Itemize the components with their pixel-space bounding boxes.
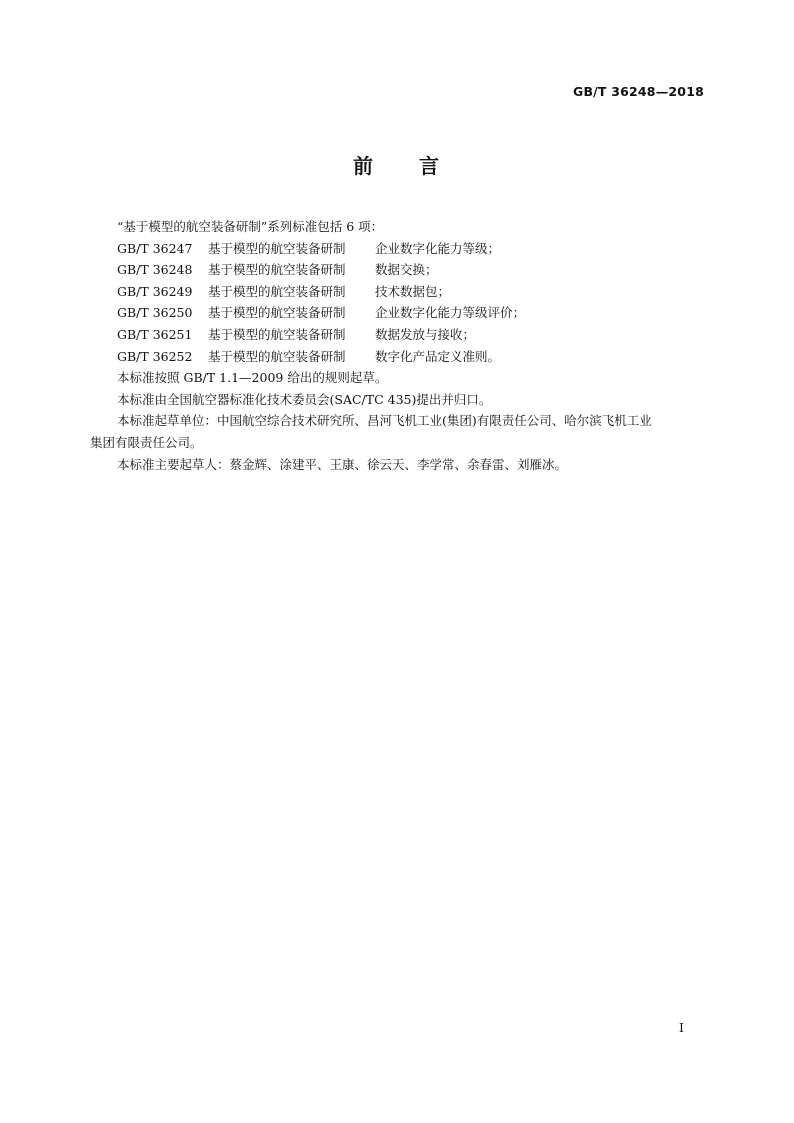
drafting-rule: 本标准按照 GB/T 1.1—2009 给出的规则起草。 — [117, 370, 388, 386]
standard-item — [90, 324, 704, 346]
drafting-units-line-1: 本标准起草单位：中国航空综合技术研究所、昌河飞机工业(集团)有限责任公司、哈尔滨飞机工业 — [117, 413, 652, 429]
standard-series: 基于模型的航空装备研制 — [208, 240, 346, 256]
page-title — [0, 150, 794, 179]
standard-series: 基于模型的航空装备研制 — [208, 305, 346, 321]
page-number: I — [679, 1020, 684, 1035]
title-char-2: 言 — [419, 154, 441, 178]
title-char-1: 前 — [353, 154, 375, 178]
standard-code-item: GB/T 36247 — [117, 240, 193, 256]
standard-subject: 企业数字化能力等级评价； — [375, 305, 526, 321]
standard-code-item: GB/T 36250 — [117, 305, 193, 321]
standard-subject: 数据发放与接收； — [375, 326, 476, 342]
standard-subject: 数据交换； — [375, 262, 438, 278]
standard-subject: 技术数据包； — [375, 283, 451, 299]
standard-item — [90, 259, 704, 281]
standard-code-item: GB/T 36248 — [117, 262, 193, 278]
standard-subject: 数字化产品定义准则。 — [375, 348, 501, 364]
standard-code-item: GB/T 36249 — [117, 283, 193, 299]
standard-item — [90, 238, 704, 260]
proposer: 本标准由全国航空器标准化技术委员会(SAC/TC 435)提出并归口。 — [117, 391, 492, 407]
standard-item — [90, 281, 704, 303]
standard-code: GB/T 36248—2018 — [572, 84, 704, 99]
standard-code-item: GB/T 36251 — [117, 326, 193, 342]
standard-item — [90, 346, 704, 368]
standard-series: 基于模型的航空装备研制 — [208, 283, 346, 299]
standard-series: 基于模型的航空装备研制 — [208, 348, 346, 364]
series-intro: “基于模型的航空装备研制”系列标准包括 6 项： — [117, 219, 384, 234]
standard-series: 基于模型的航空装备研制 — [208, 326, 346, 342]
foreword-body — [90, 216, 704, 475]
standard-code-item: GB/T 36252 — [117, 348, 193, 364]
drafting-units-line-2: 集团有限责任公司。 — [90, 434, 203, 450]
standard-item — [90, 302, 704, 324]
standard-subject: 企业数字化能力等级； — [375, 240, 501, 256]
standard-series: 基于模型的航空装备研制 — [208, 262, 346, 278]
drafters: 本标准主要起草人：蔡金辉、涂建平、王康、徐云天、李学常、余春雷、刘雁冰。 — [117, 456, 568, 472]
